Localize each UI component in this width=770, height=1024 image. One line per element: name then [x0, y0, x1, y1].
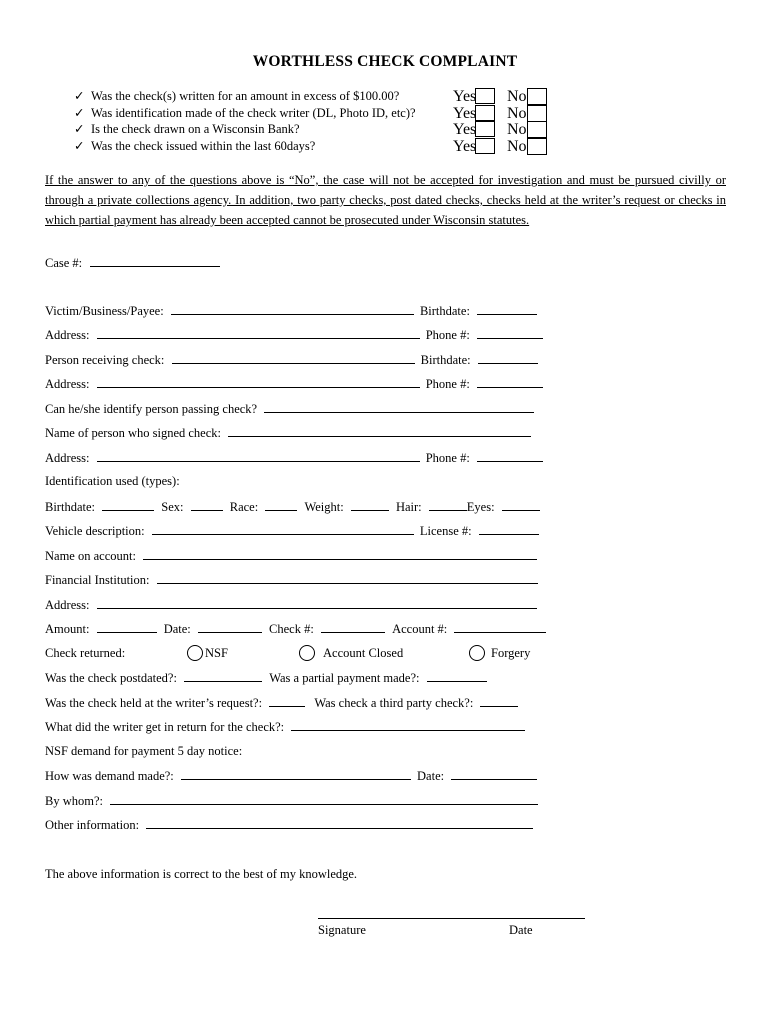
- forgery-option[interactable]: [469, 645, 530, 661]
- yes-label: Yes: [453, 88, 477, 105]
- nsf-demand-row: [45, 743, 242, 759]
- institution-address-label: Address:: [45, 598, 90, 612]
- no-label: No: [507, 121, 527, 138]
- yes-label: Yes: [453, 121, 477, 138]
- signer-address-field[interactable]: [97, 449, 420, 462]
- other-info-row: [45, 816, 533, 832]
- checklist-question: Was the check(s) written for an amount in excess of $100.00?: [91, 89, 400, 103]
- institution-label: Financial Institution:: [45, 573, 150, 587]
- signature-date-label: Date: [509, 923, 533, 937]
- account-closed-option[interactable]: [299, 645, 403, 661]
- by-whom-row: [45, 792, 538, 808]
- demand-date-field[interactable]: [451, 767, 537, 780]
- institution-address-row: [45, 596, 537, 612]
- postdated-label: Was the check postdated?:: [45, 671, 177, 685]
- eligibility-warning: If the answer to any of the questions above is “No”, the case will not be accepted for investigation and must be pursued civilly or through a private collections agency. In addition, two party checks, post dated checks, checks held at the writer’s request or checks in which partial payment has already been accepted cannot be prosecuted under Wisconsin statutes.: [45, 173, 726, 227]
- victim-label: Victim/Business/Payee:: [45, 304, 164, 318]
- attestation: The above information is correct to the best of my knowledge.: [45, 867, 358, 881]
- race-field[interactable]: [265, 498, 297, 511]
- victim-birthdate-label: Birthdate:: [419, 304, 470, 318]
- held-label: Was the check held at the writer’s request?:: [45, 696, 263, 710]
- receiver-phone-field[interactable]: [477, 375, 543, 388]
- vehicle-label: Vehicle description:: [45, 524, 145, 538]
- by-whom-label: By whom?:: [45, 794, 103, 808]
- yes-label: Yes: [453, 104, 477, 122]
- third-party-field[interactable]: [480, 694, 518, 707]
- victim-phone-label: Phone #:: [425, 328, 470, 342]
- victim-row: [45, 302, 537, 318]
- victim-field[interactable]: [171, 302, 414, 315]
- hair-label: Hair:: [395, 500, 422, 514]
- victim-address-field[interactable]: [97, 326, 420, 339]
- receiver-address-field[interactable]: [97, 375, 420, 388]
- yes-checkbox[interactable]: [475, 105, 495, 121]
- held-row: [45, 694, 518, 710]
- receiver-row: [45, 351, 538, 367]
- no-checkbox[interactable]: [527, 105, 547, 122]
- id-used-label: Identification used (types):: [45, 474, 180, 488]
- vehicle-row: [45, 522, 539, 538]
- check-mark-icon: ✓: [74, 105, 85, 120]
- institution-address-field[interactable]: [97, 596, 537, 609]
- check-returned-label: Check returned:: [45, 646, 126, 660]
- id-used-row: [45, 473, 180, 489]
- case-number-label: Case #:: [45, 256, 83, 270]
- demand-how-label: How was demand made?:: [45, 769, 174, 783]
- partial-payment-field[interactable]: [427, 669, 487, 682]
- writer-return-field[interactable]: [291, 718, 525, 731]
- forgery-label: Forgery: [491, 646, 531, 660]
- no-label: No: [507, 137, 527, 155]
- check-mark-icon: ✓: [74, 89, 85, 103]
- nsf-option[interactable]: [187, 645, 228, 661]
- receiver-phone-label: Phone #:: [425, 377, 470, 391]
- case-number-field[interactable]: [90, 254, 220, 267]
- signer-row: [45, 424, 531, 440]
- receiver-field[interactable]: [172, 351, 415, 364]
- check-mark-icon: ✓: [74, 138, 85, 153]
- license-label: License #:: [419, 524, 472, 538]
- held-field[interactable]: [269, 694, 305, 707]
- account-name-field[interactable]: [143, 547, 537, 560]
- identify-row: [45, 400, 534, 416]
- account-number-label: Account #:: [392, 622, 448, 636]
- signer-phone-label: Phone #:: [425, 451, 470, 465]
- writer-return-row: [45, 718, 525, 734]
- no-checkbox[interactable]: [527, 121, 547, 138]
- account-name-row: [45, 547, 537, 563]
- weight-label: Weight:: [304, 500, 344, 514]
- check-number-field[interactable]: [321, 620, 385, 633]
- postdated-row: [45, 669, 487, 685]
- forgery-radio[interactable]: [469, 645, 485, 661]
- signer-phone-field[interactable]: [477, 449, 543, 462]
- by-whom-field[interactable]: [110, 792, 538, 805]
- amount-field[interactable]: [97, 620, 157, 633]
- check-number-label: Check #:: [269, 622, 314, 636]
- yes-label: Yes: [453, 137, 477, 155]
- nsf-demand-label: NSF demand for payment 5 day notice:: [45, 744, 243, 758]
- writer-return-label: What did the writer get in return for the check?:: [45, 720, 285, 734]
- eyes-field[interactable]: [502, 498, 540, 511]
- weight-field[interactable]: [351, 498, 389, 511]
- account-closed-radio[interactable]: [299, 645, 315, 661]
- eyes-label: Eyes:: [466, 500, 495, 514]
- license-field[interactable]: [479, 522, 539, 535]
- signer-address-row: [45, 449, 543, 465]
- nsf-label: NSF: [205, 646, 228, 660]
- victim-address-row: [45, 326, 543, 342]
- birthdate-label: Birthdate:: [45, 500, 95, 514]
- checklist-question: Was identification made of the check writer (DL, Photo ID, etc)?: [91, 105, 416, 120]
- date-label: Date:: [163, 622, 191, 636]
- receiver-address-row: [45, 375, 543, 391]
- yes-checkbox[interactable]: [475, 138, 495, 154]
- hair-field[interactable]: [429, 498, 467, 511]
- nsf-radio[interactable]: [187, 645, 203, 661]
- victim-phone-field[interactable]: [477, 326, 543, 339]
- third-party-label: Was check a third party check?:: [314, 696, 474, 710]
- signer-address-label: Address:: [45, 451, 90, 465]
- demand-how-field[interactable]: [181, 767, 411, 780]
- no-checkbox[interactable]: [527, 138, 547, 155]
- demand-how-row: [45, 767, 537, 783]
- vehicle-field[interactable]: [152, 522, 414, 535]
- form-title: WORTHLESS CHECK COMPLAINT: [252, 53, 518, 70]
- check-details-row: [45, 620, 546, 636]
- sex-label: Sex:: [161, 500, 184, 514]
- account-closed-label: Account Closed: [323, 646, 404, 660]
- signer-field[interactable]: [228, 424, 531, 437]
- identify-label: Can he/she identify person passing check?: [45, 402, 258, 416]
- no-label: No: [507, 104, 527, 122]
- institution-row: [45, 571, 538, 587]
- institution-field[interactable]: [157, 571, 538, 584]
- yes-checkbox[interactable]: [475, 121, 495, 137]
- receiver-birthdate-label: Birthdate:: [420, 353, 471, 367]
- no-label: No: [507, 88, 527, 105]
- birthdate-field[interactable]: [102, 498, 154, 511]
- case-number-row: [45, 254, 220, 270]
- checklist-question: Was the check issued within the last 60days?: [91, 138, 316, 153]
- race-label: Race:: [229, 500, 259, 514]
- other-info-label: Other information:: [45, 818, 140, 832]
- victim-address-label: Address:: [45, 328, 90, 342]
- signature-label: Signature: [318, 923, 366, 937]
- identify-field[interactable]: [264, 400, 534, 413]
- victim-birthdate-field[interactable]: [477, 302, 537, 315]
- date-field[interactable]: [198, 620, 262, 633]
- description-row: [45, 498, 540, 514]
- no-checkbox[interactable]: [527, 88, 547, 105]
- other-info-field[interactable]: [146, 816, 533, 829]
- sex-field[interactable]: [191, 498, 223, 511]
- receiver-address-label: Address:: [45, 377, 90, 391]
- amount-label: Amount:: [45, 622, 90, 636]
- account-number-field[interactable]: [454, 620, 546, 633]
- account-name-label: Name on account:: [45, 549, 136, 563]
- postdated-field[interactable]: [184, 669, 262, 682]
- demand-date-label: Date:: [417, 769, 445, 783]
- receiver-birthdate-field[interactable]: [478, 351, 538, 364]
- check-mark-icon: ✓: [74, 122, 85, 136]
- signature-line[interactable]: [318, 918, 585, 919]
- signer-label: Name of person who signed check:: [45, 426, 221, 440]
- partial-payment-label: Was a partial payment made?:: [269, 671, 420, 685]
- receiver-label: Person receiving check:: [45, 353, 165, 367]
- checklist-question: Is the check drawn on a Wisconsin Bank?: [91, 122, 300, 136]
- yes-checkbox[interactable]: [475, 88, 495, 104]
